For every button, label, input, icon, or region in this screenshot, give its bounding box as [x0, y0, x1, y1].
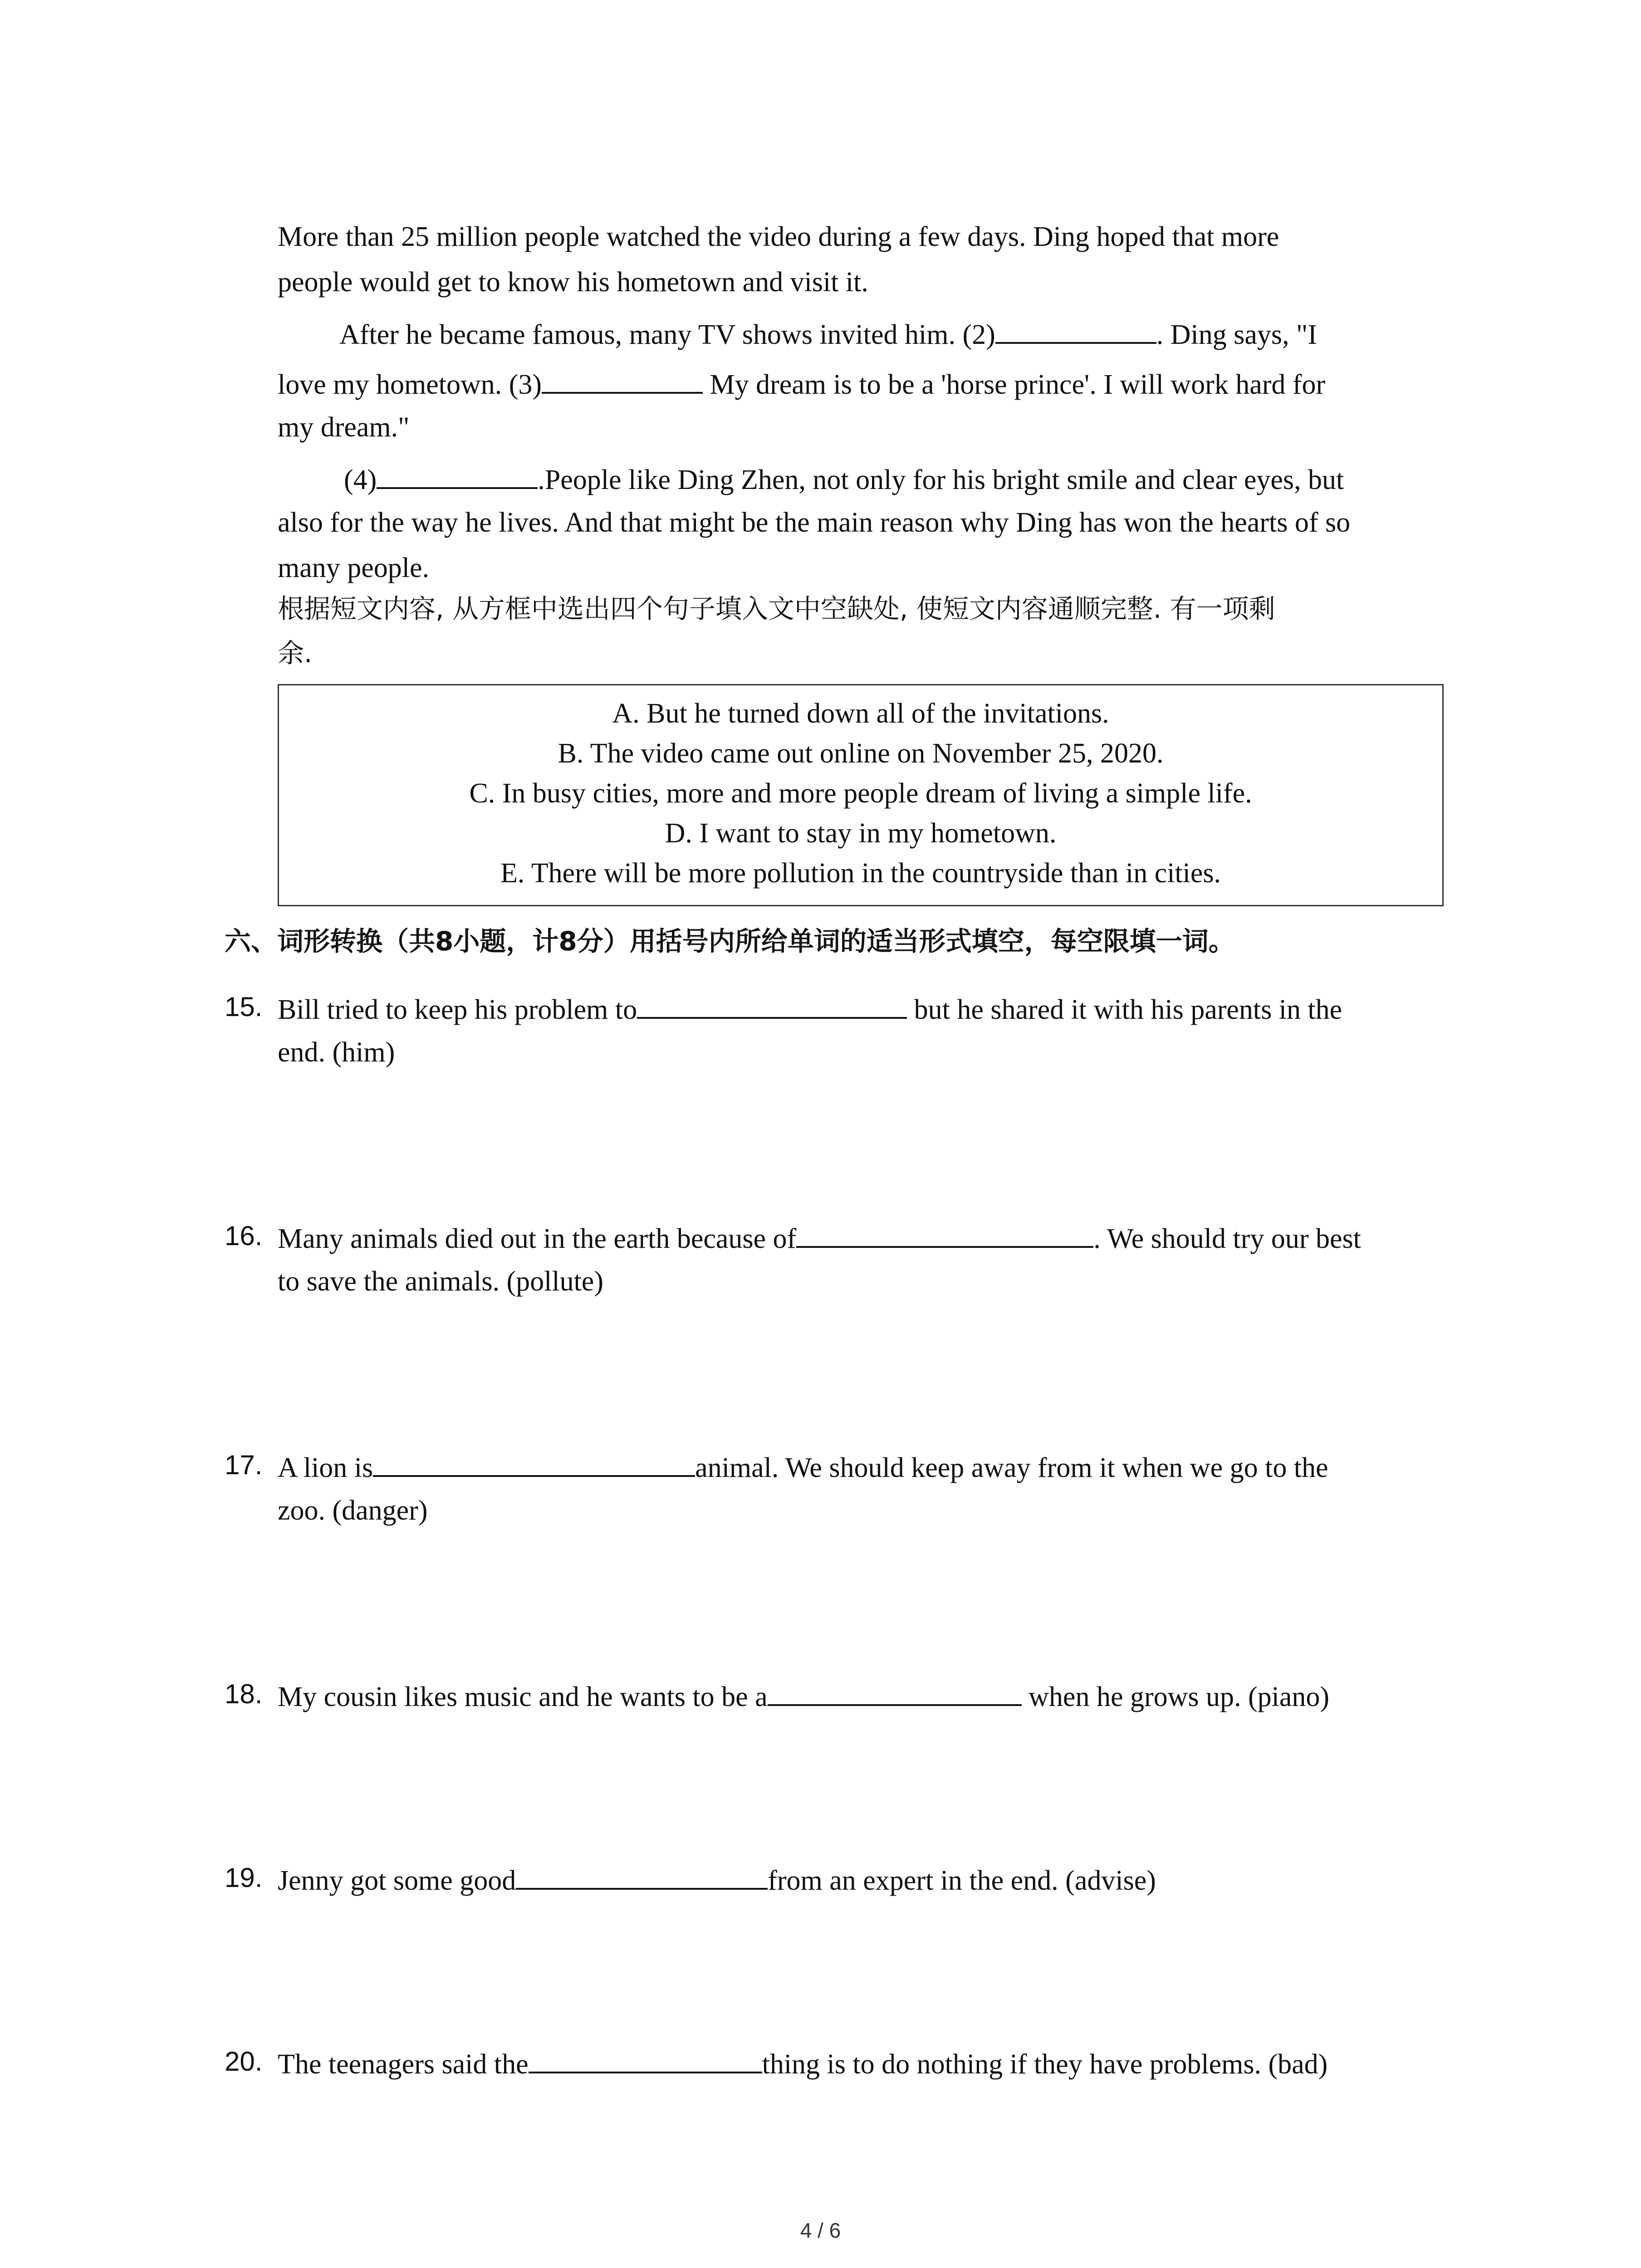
question-number: 20.: [225, 2046, 263, 2077]
question-number: 18.: [225, 1679, 263, 1709]
passage-text: .People like Ding Zhen, not only for his bright smile and clear eyes, but: [538, 464, 1344, 495]
question-line: [278, 2043, 1327, 2082]
question-number: 19.: [225, 1862, 263, 1893]
question-text: animal. We should keep away from it when we go to the: [695, 1452, 1328, 1483]
question-line: [278, 989, 1342, 1028]
question-text: My cousin likes music and he wants to be a: [278, 1681, 768, 1712]
passage-line: [278, 364, 1325, 403]
passage-text: love my hometown. (3): [278, 369, 542, 400]
options-box: [278, 684, 1444, 906]
question-line: zoo. (danger): [278, 1495, 428, 1526]
question-text: from an expert in the end. (advise): [768, 1865, 1156, 1896]
question-number: 16.: [225, 1221, 263, 1251]
question-line: end. (him): [278, 1037, 395, 1068]
section-title: 六、词形转换（共8小题，计8分）用括号内所给单词的适当形式填空，每空限填一词。: [225, 926, 1235, 957]
question-text: when he grows up. (piano): [1021, 1681, 1330, 1712]
passage-line: [339, 314, 1317, 353]
question-text: Bill tried to keep his problem to: [278, 994, 637, 1025]
option-c: C. In busy cities, more and more people dream of living a simple life.: [469, 778, 1252, 809]
answer-blank-4[interactable]: [377, 459, 538, 489]
answer-blank-16[interactable]: [796, 1218, 1093, 1248]
answer-blank-18[interactable]: [768, 1676, 1022, 1706]
question-line: [278, 1447, 1328, 1486]
instruction-line: 根据短文内容, 从方框中选出四个句子填入文中空缺处, 使短文内容通顺完整. 有一项剩: [278, 593, 1275, 624]
question-text: thing is to do nothing if they have problems. (bad): [762, 2049, 1328, 2080]
question-line: to save the animals. (pollute): [278, 1266, 603, 1297]
passage-text: . Ding says, "I: [1156, 319, 1318, 350]
passage-line: [344, 459, 1344, 498]
option-b: B. The video came out online on November 25, 2020.: [558, 738, 1164, 769]
passage-line: my dream.": [278, 412, 410, 443]
passage-line: people would get to know his hometown and visit it.: [278, 267, 868, 298]
option-a: A. But he turned down all of the invitations.: [612, 698, 1109, 729]
option-e: E. There will be more pollution in the countryside than in cities.: [500, 858, 1221, 889]
instruction-line: 余.: [278, 638, 313, 669]
question-text: Jenny got some good: [278, 1865, 516, 1896]
question-line: [278, 1676, 1329, 1715]
answer-blank-3[interactable]: [542, 364, 703, 394]
question-text: A lion is: [278, 1452, 373, 1483]
passage-text: My dream is to be a 'horse prince'. I will work hard for: [703, 369, 1326, 400]
question-number: 15.: [225, 992, 263, 1022]
option-d: D. I want to stay in my hometown.: [665, 818, 1057, 849]
question-text: but he shared it with his parents in the: [907, 994, 1342, 1025]
passage-line: also for the way he lives. And that might be the main reason why Ding has won the hearts of so: [278, 507, 1351, 538]
question-line: [278, 1860, 1156, 1899]
answer-blank-17[interactable]: [373, 1447, 695, 1477]
page-number: 4 / 6: [800, 2219, 841, 2242]
passage-line: many people.: [278, 552, 430, 583]
question-text: Many animals died out in the earth because of: [278, 1223, 797, 1254]
question-text: . We should try our best: [1093, 1223, 1361, 1254]
passage-text: (4): [344, 464, 377, 495]
answer-blank-20[interactable]: [529, 2043, 762, 2073]
question-line: [278, 1218, 1361, 1257]
passage-line: More than 25 million people watched the video during a few days. Ding hoped that more: [278, 221, 1279, 252]
answer-blank-15[interactable]: [637, 989, 907, 1019]
question-number: 17.: [225, 1450, 263, 1480]
passage-text: After he became famous, many TV shows invited him. (2): [339, 319, 995, 350]
answer-blank-19[interactable]: [516, 1860, 768, 1890]
answer-blank-2[interactable]: [995, 314, 1156, 344]
question-text: The teenagers said the: [278, 2049, 529, 2080]
